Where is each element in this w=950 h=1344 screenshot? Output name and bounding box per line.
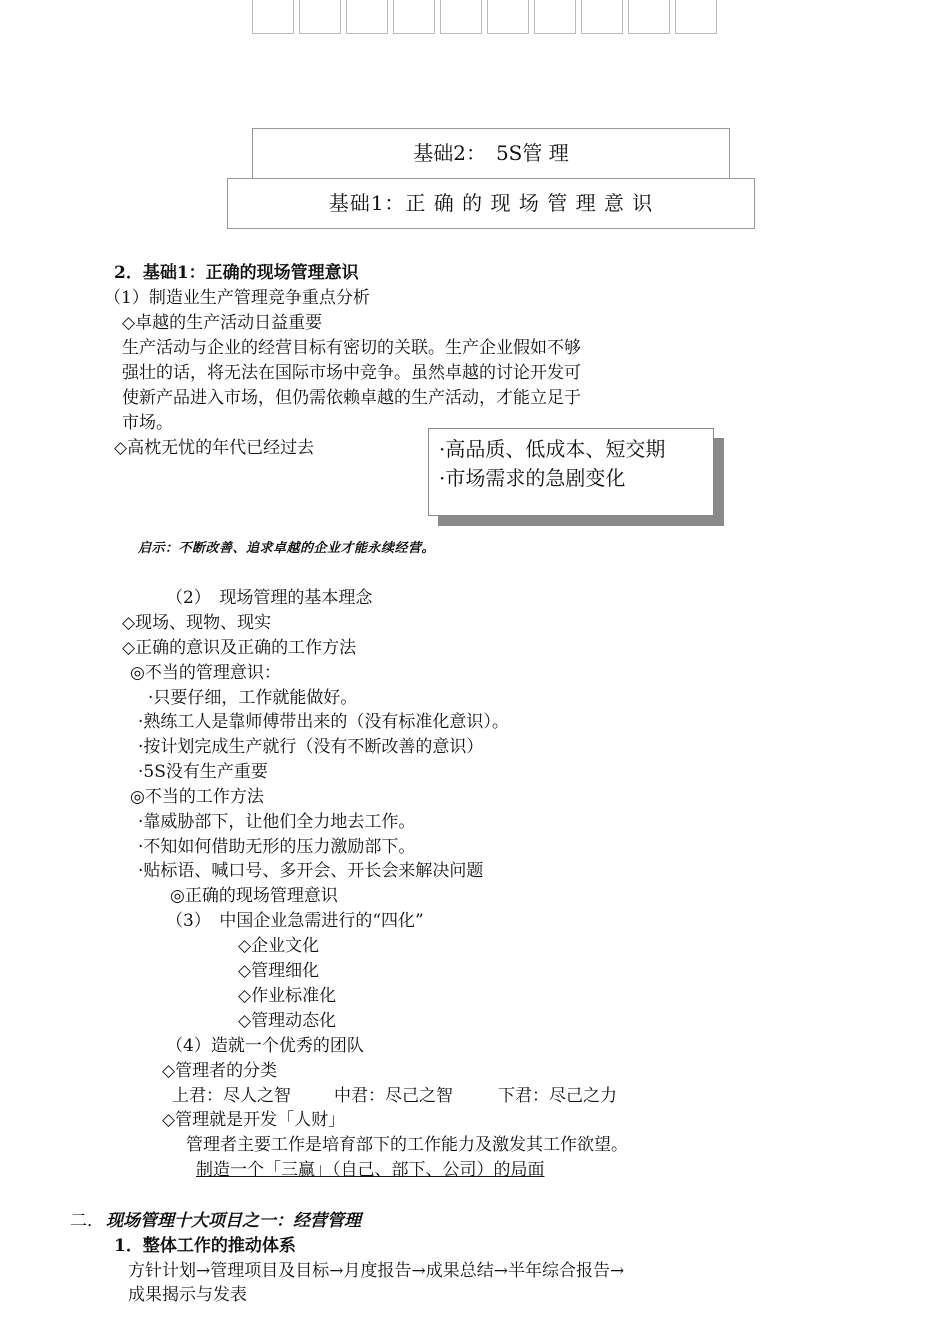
table-cell: [675, 0, 717, 34]
table-cell: [393, 0, 435, 34]
item2-line: ◇现场、现物、现实: [122, 613, 272, 633]
foundation-2-box: [252, 128, 730, 179]
item4-line: 管理者主要工作是培育部下的工作能力及激发其工作欲望。: [186, 1135, 628, 1155]
item1-title: （1）制造业生产管理竞争重点分析: [104, 288, 370, 308]
table-cell: [534, 0, 576, 34]
item4-title: （4）造就一个优秀的团队: [166, 1036, 364, 1056]
item3-line: ◇管理细化: [238, 961, 320, 981]
table-cell: [346, 0, 388, 34]
table-cell: [487, 0, 529, 34]
part2-flow-line: 方针计划→管理项目及目标→月度报告→成果总结→半年综合报告→: [128, 1261, 625, 1281]
item2-line: ·不知如何借助无形的压力激励部下。: [138, 837, 416, 857]
manager-class-upper: 上君：尽人之智: [172, 1086, 291, 1106]
item1-sub2: ◇高枕无忧的年代已经过去: [114, 438, 315, 458]
item3-title: （3） 中国企业急需进行的“四化”: [166, 911, 424, 931]
item2-line: ◎不当的工作方法: [130, 787, 264, 807]
hint-text: 启示：不断改善、追求卓越的企业才能永续经营。: [138, 541, 436, 556]
item3-line: ◇企业文化: [238, 936, 320, 956]
item2-title: （2） 现场管理的基本理念: [166, 588, 373, 608]
table-cell: [252, 0, 294, 34]
part2-title: 现场管理十大项目之一：经营管理: [106, 1211, 361, 1231]
item2-line: ·熟练工人是靠师傅带出来的（没有标准化意识）。: [138, 712, 509, 732]
paragraph-line: 使新产品进入市场，但仍需依赖卓越的生产活动，才能立足于: [122, 388, 581, 408]
callout-content: [428, 428, 714, 516]
item3-line: ◇作业标准化: [238, 986, 337, 1006]
table-cell: [581, 0, 623, 34]
header-table-cells: [252, 0, 722, 34]
paragraph-line: 生产活动与企业的经营目标有密切的关联。生产企业假如不够: [122, 338, 581, 358]
item2-line: ◎不当的管理意识：: [130, 663, 281, 683]
item4-sub2: ◇管理就是开发「人财」: [162, 1110, 346, 1130]
table-cell: [628, 0, 670, 34]
item1-sub1: ◇卓越的生产活动日益重要: [122, 313, 323, 333]
foundation-1-box: [227, 178, 755, 229]
table-cell: [299, 0, 341, 34]
manager-class-lower: 下君：尽己之力: [498, 1086, 617, 1106]
item2-line: ·按计划完成生产就行（没有不断改善的意识）: [138, 737, 484, 757]
callout-line: ·市场需求的急剧变化: [439, 466, 626, 490]
item2-line: ·只要仔细，工作就能做好。: [148, 688, 358, 708]
foundation-2-label: 基础2： 5S管 理: [413, 141, 569, 165]
section-title: 2．基础1：正确的现场管理意识: [114, 263, 359, 283]
item2-line: ·靠威胁部下，让他们全力地去工作。: [138, 812, 416, 832]
part2-number: 二．: [70, 1211, 104, 1231]
part2-flow-line: 成果揭示与发表: [128, 1285, 247, 1305]
paragraph-line: 市场。: [122, 413, 173, 433]
manager-class-middle: 中君：尽己之智: [334, 1086, 453, 1106]
table-cell: [440, 0, 482, 34]
item4-sub1: ◇管理者的分类: [162, 1061, 278, 1081]
part2-subtitle: 1．整体工作的推动体系: [114, 1236, 296, 1256]
callout-box: [428, 428, 714, 516]
foundation-1-label: 基础1：正 确 的 现 场 管 理 意 识: [328, 191, 654, 215]
item2-line: ◇正确的意识及正确的工作方法: [122, 638, 357, 658]
item3-line: ◇管理动态化: [238, 1011, 337, 1031]
item2-line: ·5S没有生产重要: [138, 762, 268, 782]
callout-line: ·高品质、低成本、短交期: [439, 437, 666, 461]
item4-line-underlined: 制造一个「三赢」（自己、部下、公司）的局面: [196, 1160, 545, 1180]
item2-line: ◎正确的现场管理意识: [170, 886, 338, 906]
item2-line: ·贴标语、喊口号、多开会、开长会来解决问题: [138, 861, 484, 881]
paragraph-line: 强壮的话，将无法在国际市场中竞争。虽然卓越的讨论开发可: [122, 363, 581, 383]
